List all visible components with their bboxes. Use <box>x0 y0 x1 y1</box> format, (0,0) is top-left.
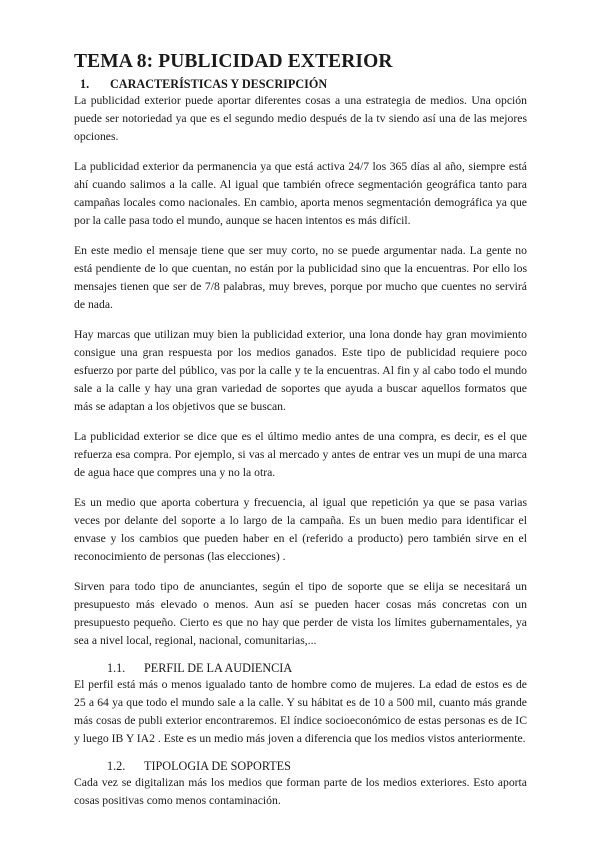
subsection-number: 1.1. <box>107 661 126 675</box>
paragraph-notoriedad: La publicidad exterior puede aportar diferentes cosas a una estrategia de medios. Una opción puede ser notoriedad ya que es el segundo medio después de la tv siendo así una de las mejores opciones. <box>74 94 527 143</box>
paragraph-permanencia: La publicidad exterior da permanencia ya que está activa 24/7 los 365 días al año, siempre está ahí cuando salimos a la calle. Al igual que también ofrece segmentación geográfica tanto para campañas locales como nacionales. En cambio, aporta menos segmentación demográfica ya que por la calle pasa todo el mundo, aunque se hacen intentos es más difícil. <box>74 160 527 227</box>
paragraph-mensaje-corto: En este medio el mensaje tiene que ser muy corto, no se puede argumentar nada. La gente no está pendiente de lo que cuentan, no están por la publicidad sino que la encuentras. Por ello los mensajes tienen que ser de 7/8 palabras, muy breves, porque por mucho que cuentes no servirá de nada. <box>74 244 527 311</box>
document-page <box>74 50 527 810</box>
document-title: TEMA 8: PUBLICIDAD EXTERIOR <box>74 51 393 72</box>
paragraph-tipologia-soportes: Cada vez se digitalizan más los medios que forman parte de los medios exteriores. Esto aporta cosas positivas como menos contaminación. <box>74 776 527 807</box>
paragraph-perfil-audiencia: El perfil está más o menos igualado tanto de hombre como de mujeres. La edad de estos es de 25 a 64 ya que todo el mundo sale a la calle. Y su hábitat es de 10 a 500 mil, cuanto más grande más cosas de publi exterior encontraremos. El índice socioeconómico de estas personas es de IC y luego IB Y IA2 . Este es un medio más joven a diferencia que los medios vistos anteriormente. <box>74 678 527 745</box>
subsection-title: PERFIL DE LA AUDIENCIA <box>144 661 293 675</box>
section-title: CARACTERÍSTICAS Y DESCRIPCIÓN <box>110 77 328 91</box>
paragraph-marcas: Hay marcas que utilizan muy bien la publicidad exterior, una lona donde hay gran movimiento consigue una gran respuesta por los medios ganados. Este tipo de publicidad requiere poco esfuerzo por parte del público, vas por la calle y te la encuentras. Al fin y al cabo todo el mundo sale a la calle y hay una gran variedad de soportes que ayuda a buscar aquellos formatos que más se adaptan a los objetivos que se buscan. <box>74 328 527 413</box>
section-heading-caracteristicas <box>74 76 527 92</box>
section-number: 1. <box>80 77 90 91</box>
subsection-number: 1.2. <box>107 759 126 773</box>
paragraph-ultimo-medio: La publicidad exterior se dice que es el último medio antes de una compra, es decir, es el que refuerza esa compra. Por ejemplo, si vas al mercado y antes de entrar ves un mupi de una marca de agua hace que compres una y no la otra. <box>74 430 527 479</box>
paragraph-cobertura: Es un medio que aporta cobertura y frecuencia, al igual que repetición ya que se pasa varias veces por delante del soporte a lo largo de la campaña. Es un buen medio para identificar el envase y los cambios que pueden haber en el (referido a producto) pero también sirve en el reconocimiento de personas (las elecciones) . <box>74 496 527 563</box>
subsection-heading-tipologia <box>74 758 527 774</box>
subsection-heading-perfil <box>74 660 527 676</box>
paragraph-anunciantes: Sirven para todo tipo de anunciantes, según el tipo de soporte que se elija se necesitará un presupuesto más elevado o menos. Aun así se pueden hacer cosas más concretas con un presupuesto pequeño. Cierto es que no hay que perder de vista los límites gubernamentales, ya sea a nivel local, regional, nacional, comunitarias,... <box>74 580 527 647</box>
subsection-title: TIPOLOGIA DE SOPORTES <box>144 759 291 773</box>
